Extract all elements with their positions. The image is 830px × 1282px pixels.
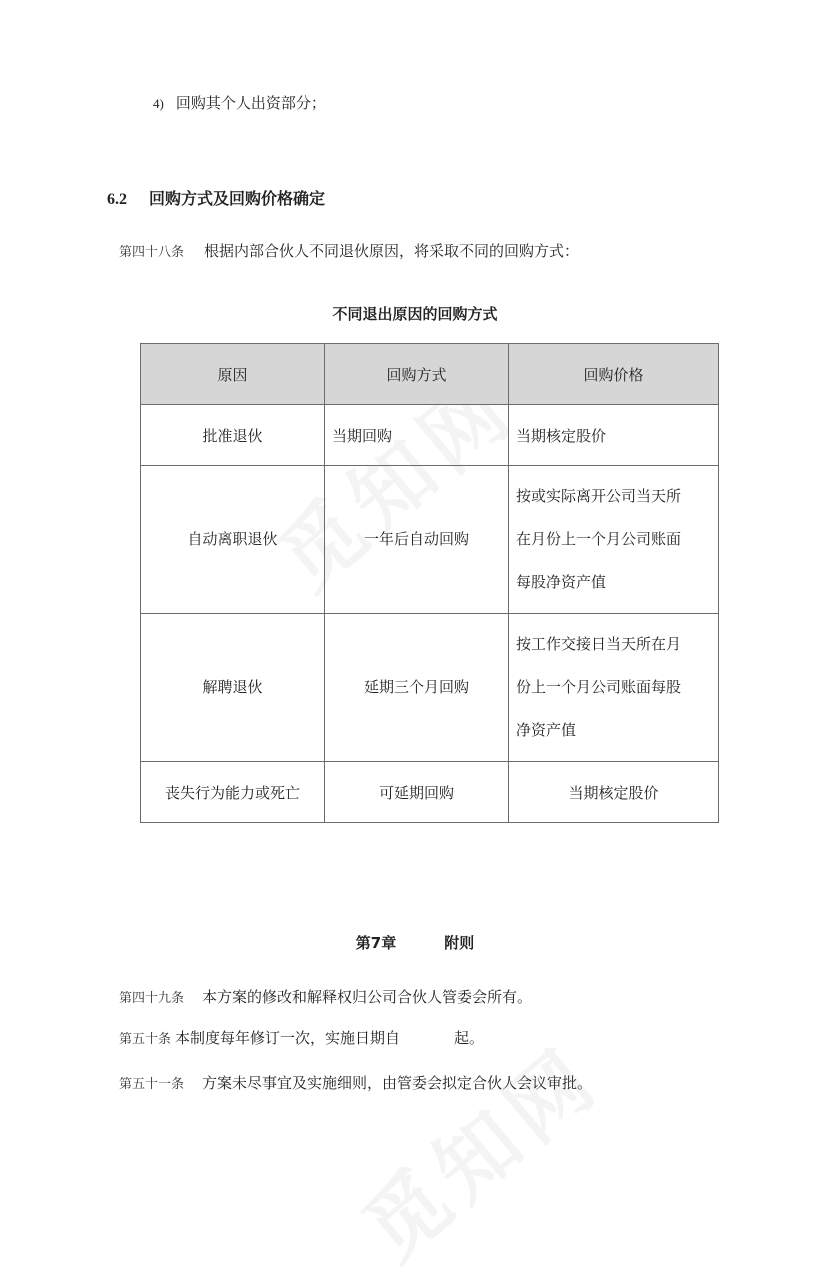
article-text: 本方案的修改和解释权归公司合伙人管委会所有。	[202, 988, 533, 1006]
price-line: 份上一个月公司账面每股	[516, 678, 682, 696]
watermark	[335, 1015, 622, 1282]
table-header-method: 回购方式	[325, 344, 509, 405]
table-header-row	[141, 344, 719, 405]
table-title: 不同退出原因的回购方式	[332, 305, 498, 323]
table-cell-method: 当期回购	[325, 405, 509, 466]
table-row	[141, 762, 719, 823]
table-cell-reason: 自动离职退伙	[141, 466, 325, 614]
article-50	[119, 1027, 484, 1048]
article-text: 本制度每年修订一次，实施日期自	[175, 1029, 401, 1047]
list-item-number: 4)	[153, 96, 164, 111]
table-header-reason: 原因	[141, 344, 325, 405]
table-cell-price: 当期核定股价	[509, 762, 719, 823]
table-cell-price	[509, 466, 719, 614]
table-cell-reason: 批准退伙	[141, 405, 325, 466]
table-cell-price: 当期核定股价	[509, 405, 719, 466]
table-cell-reason: 丧失行为能力或死亡	[141, 762, 325, 823]
section-number: 6.2	[107, 191, 127, 208]
price-line: 按工作交接日当天所在月	[516, 635, 682, 653]
table-cell-method: 延期三个月回购	[325, 614, 509, 762]
section-title: 回购方式及回购价格确定	[149, 189, 326, 208]
price-line: 在月份上一个月公司账面	[516, 530, 682, 548]
price-line: 每股净资产值	[516, 573, 607, 591]
table-cell-price	[509, 614, 719, 762]
article-text: 方案未尽事宜及实施细则，由管委会拟定合伙人会议审批。	[202, 1074, 593, 1092]
price-line: 净资产值	[516, 721, 577, 739]
table-row	[141, 614, 719, 762]
article-48	[119, 240, 579, 261]
table-row	[141, 405, 719, 466]
article-label: 第五十一条	[119, 1077, 185, 1092]
table-cell-reason: 解聘退伙	[141, 614, 325, 762]
list-item-4	[153, 92, 326, 113]
table-header-price: 回购价格	[509, 344, 719, 405]
chapter-heading	[0, 932, 830, 953]
article-label: 第五十条	[119, 1032, 172, 1047]
article-51	[119, 1072, 592, 1093]
section-heading	[107, 186, 325, 209]
chapter-title: 附则	[444, 934, 475, 952]
buyback-table	[140, 343, 719, 823]
article-label: 第四十九条	[119, 991, 185, 1006]
table-cell-method: 一年后自动回购	[325, 466, 509, 614]
table-cell-method: 可延期回购	[325, 762, 509, 823]
article-text: 根据内部合伙人不同退伙原因，将采取不同的回购方式：	[204, 242, 580, 260]
article-label: 第四十八条	[119, 245, 185, 260]
list-item-text: 回购其个人出资部分；	[175, 94, 326, 112]
price-line: 按或实际离开公司当天所	[516, 487, 682, 505]
chapter-number: 第7章	[355, 934, 397, 952]
article-text-end: 起。	[454, 1029, 485, 1047]
table-row	[141, 466, 719, 614]
article-49	[119, 986, 532, 1007]
